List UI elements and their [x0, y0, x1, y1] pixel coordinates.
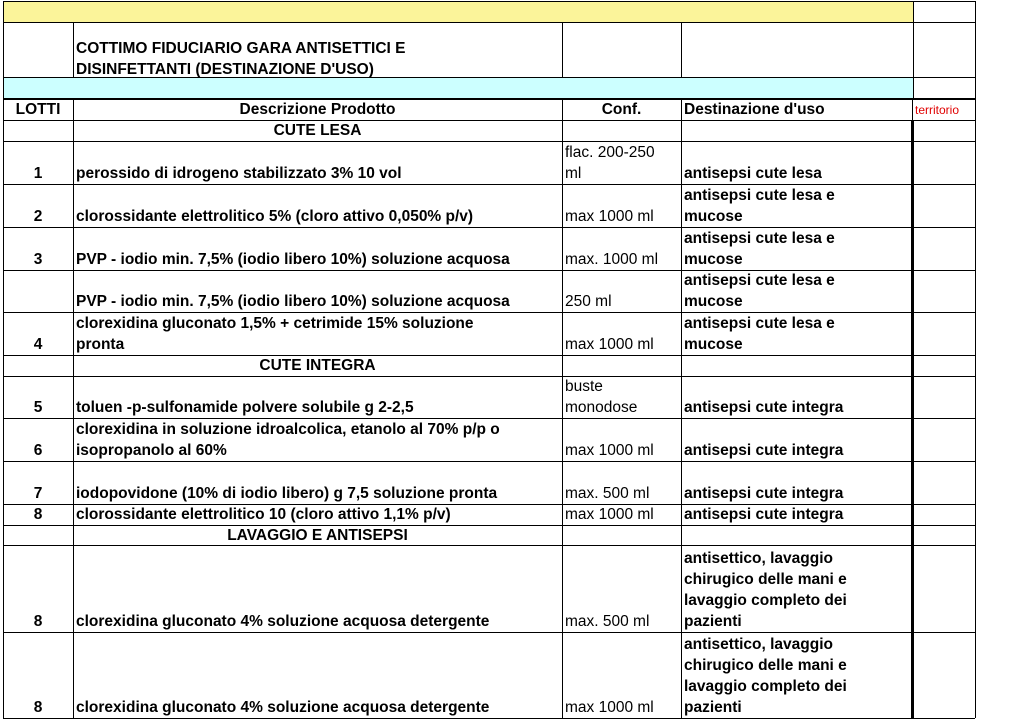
- row-4-conf: [562, 270, 681, 312]
- row-6-conf-line: monodose: [565, 399, 638, 416]
- column-divider: [681, 22, 682, 77]
- row-divider: [3, 1, 975, 2]
- row-divider: [3, 418, 975, 419]
- row-11-dest-line: lavaggio completo dei: [684, 678, 847, 695]
- row-6-dest: [681, 376, 912, 418]
- row-8-dest-line: antisepsi cute integra: [684, 485, 844, 502]
- row-3-conf-line: max. 1000 ml: [565, 251, 659, 268]
- row-1-desc: [73, 141, 562, 184]
- row-divider: [3, 312, 975, 313]
- row-1-conf: [562, 141, 681, 184]
- column-divider: [913, 1, 914, 99]
- row-10-lot-line: 8: [33, 613, 43, 630]
- row-5-dest-line: mucose: [684, 336, 743, 353]
- row-9-dest: [681, 504, 912, 525]
- header-lotti: LOTTI: [15, 101, 61, 118]
- row-7-dest-line: antisepsi cute integra: [684, 442, 844, 459]
- row-5-dest-line: antisepsi cute lesa e: [684, 315, 835, 332]
- row-10-dest-line: lavaggio completo dei: [684, 592, 847, 609]
- row-8-conf-line: max. 500 ml: [565, 485, 650, 502]
- row-6-conf: [562, 376, 681, 418]
- row-divider: [3, 632, 975, 633]
- row-4-desc: [73, 270, 562, 312]
- row-8-desc: [73, 461, 562, 504]
- section-lavaggio-antisepsi: LAVAGGIO E ANTISEPSI: [227, 526, 408, 544]
- row-7-desc-line: isopropanolo al 60%: [76, 442, 227, 459]
- row-divider: [3, 504, 975, 505]
- row-divider: [3, 718, 975, 719]
- row-6-lot: [3, 376, 73, 418]
- section-cute-lesa: CUTE LESA: [273, 122, 362, 139]
- row-10-desc-line: clorexidina gluconato 4% soluzione acquosa detergente: [76, 613, 490, 630]
- row-11-conf-line: max 1000 ml: [565, 699, 654, 716]
- row-9-conf: [562, 504, 681, 525]
- yellow-header-band: [3, 1, 913, 22]
- row-3-conf: [562, 227, 681, 270]
- row-divider: [3, 227, 975, 228]
- row-9-desc-line: clorossidante elettrolitico 10 (cloro attivo 1,1% p/v): [76, 506, 451, 523]
- row-4-dest: [681, 270, 912, 312]
- row-1-lot: [3, 141, 73, 184]
- section-cute-integra: CUTE INTEGRA: [259, 357, 376, 374]
- row-10-dest-line: pazienti: [684, 613, 742, 630]
- row-9-conf-line: max 1000 ml: [565, 506, 654, 523]
- title-line-1: COTTIMO FIDUCIARIO GARA ANTISETTICI E: [76, 40, 406, 57]
- row-7-lot: [3, 418, 73, 461]
- row-1-desc-line: perossido di idrogeno stabilizzato 3% 10 vol: [76, 165, 402, 182]
- row-6-desc-line: toluen -p-sulfonamide polvere solubile g 2-2,5: [76, 399, 414, 416]
- row-2-conf-line: max 1000 ml: [565, 208, 654, 225]
- thick-column-divider: [911, 120, 914, 718]
- row-4-conf-line: 250 ml: [565, 293, 612, 310]
- row-6-desc: [73, 376, 562, 418]
- row-7-lot-line: 6: [33, 442, 43, 459]
- cyan-header-band: [3, 78, 913, 98]
- row-7-desc: [73, 418, 562, 461]
- row-10-desc: [73, 545, 562, 632]
- row-9-desc: [73, 504, 562, 525]
- row-2-lot-line: 2: [33, 208, 43, 225]
- row-9-lot: [3, 504, 73, 525]
- row-7-desc-line: clorexidina in soluzione idroalcolica, etanolo al 70% p/p o: [76, 421, 500, 438]
- row-10-dest-line: chirugico delle mani e: [684, 571, 847, 588]
- row-1-dest-line: antisepsi cute lesa: [684, 165, 822, 182]
- row-11-desc-line: clorexidina gluconato 4% soluzione acquosa detergente: [76, 699, 490, 716]
- row-divider: [3, 270, 975, 271]
- row-2-desc: [73, 184, 562, 227]
- row-8-lot: [3, 461, 73, 504]
- row-3-dest-line: antisepsi cute lesa e: [684, 230, 835, 247]
- row-9-dest-line: antisepsi cute integra: [684, 506, 844, 523]
- row-7-dest: [681, 418, 912, 461]
- row-11-conf: [562, 632, 681, 718]
- row-3-dest-line: mucose: [684, 251, 743, 268]
- row-divider: [3, 120, 975, 121]
- header-destinazione: Destinazione d'uso: [684, 101, 825, 118]
- row-11-dest: [681, 632, 912, 718]
- header-territorio: territorio: [915, 102, 960, 117]
- row-3-dest: [681, 227, 912, 270]
- row-6-dest-line: antisepsi cute integra: [684, 399, 844, 416]
- row-1-lot-line: 1: [33, 165, 43, 182]
- header-conf: Conf.: [601, 101, 642, 118]
- row-5-conf-line: max 1000 ml: [565, 336, 654, 353]
- row-divider: [3, 141, 975, 142]
- row-4-lot: [3, 270, 73, 312]
- row-7-conf-line: max 1000 ml: [565, 442, 654, 459]
- row-divider: [3, 525, 975, 526]
- row-divider: [3, 376, 975, 377]
- row-10-lot: [3, 545, 73, 632]
- row-3-lot: [3, 227, 73, 270]
- row-11-lot-line: 8: [33, 699, 43, 716]
- row-11-lot: [3, 632, 73, 718]
- row-8-lot-line: 7: [33, 485, 43, 502]
- row-11-dest-line: chirugico delle mani e: [684, 657, 847, 674]
- row-11-dest-line: pazienti: [684, 699, 742, 716]
- row-2-dest-line: mucose: [684, 208, 743, 225]
- row-5-lot-line: 4: [33, 336, 43, 353]
- header-descrizione: Descrizione Prodotto: [239, 101, 396, 118]
- row-4-dest-line: antisepsi cute lesa e: [684, 272, 835, 289]
- row-divider: [3, 22, 975, 23]
- row-2-conf: [562, 184, 681, 227]
- row-3-lot-line: 3: [33, 251, 43, 268]
- document-title: [76, 38, 556, 80]
- row-10-conf-line: max. 500 ml: [565, 613, 650, 630]
- table-left-border: [3, 1, 4, 718]
- row-2-lot: [3, 184, 73, 227]
- row-divider: [3, 77, 975, 78]
- row-2-dest: [681, 184, 912, 227]
- row-5-conf: [562, 312, 681, 355]
- row-8-desc-line: iodopovidone (10% di iodio libero) g 7,5 soluzione pronta: [76, 485, 498, 502]
- row-5-lot: [3, 312, 73, 355]
- row-divider: [3, 355, 975, 356]
- row-10-dest: [681, 545, 912, 632]
- row-5-desc-line: clorexidina gluconato 1,5% + cetrimide 15% soluzione: [76, 315, 474, 332]
- column-divider: [73, 22, 74, 77]
- row-divider: [3, 461, 975, 462]
- row-3-desc-line: PVP - iodio min. 7,5% (iodio libero 10%) soluzione acquosa: [76, 251, 510, 268]
- row-6-conf-line: buste: [565, 378, 603, 395]
- column-divider: [912, 99, 913, 120]
- row-5-desc: [73, 312, 562, 355]
- row-11-dest-line: antisettico, lavaggio: [684, 636, 834, 653]
- row-2-desc-line: clorossidante elettrolitico 5% (cloro attivo 0,050% p/v): [76, 208, 474, 225]
- row-1-conf-line: flac. 200-250: [565, 144, 655, 161]
- row-6-lot-line: 5: [33, 399, 43, 416]
- title-line-2: DISINFETTANTI (DESTINAZIONE D'USO): [76, 61, 374, 78]
- row-2-dest-line: antisepsi cute lesa e: [684, 187, 835, 204]
- row-4-desc-line: PVP - iodio min. 7,5% (iodio libero 10%) soluzione acquosa: [76, 293, 510, 310]
- row-10-dest-line: antisettico, lavaggio: [684, 550, 834, 567]
- row-8-dest: [681, 461, 912, 504]
- row-9-lot-line: 8: [33, 506, 43, 523]
- row-divider: [3, 545, 975, 546]
- row-7-conf: [562, 418, 681, 461]
- row-divider: [3, 99, 975, 100]
- row-5-desc-line: pronta: [76, 336, 125, 353]
- row-1-conf-line: ml: [565, 165, 582, 182]
- column-divider: [681, 99, 682, 718]
- column-divider: [73, 99, 74, 718]
- row-10-conf: [562, 545, 681, 632]
- row-divider: [3, 184, 975, 185]
- row-4-dest-line: mucose: [684, 293, 743, 310]
- row-8-conf: [562, 461, 681, 504]
- table-right-border: [975, 1, 976, 718]
- row-11-desc: [73, 632, 562, 718]
- row-3-desc: [73, 227, 562, 270]
- row-1-dest: [681, 141, 912, 184]
- column-divider: [562, 99, 563, 718]
- row-5-dest: [681, 312, 912, 355]
- column-divider: [562, 22, 563, 77]
